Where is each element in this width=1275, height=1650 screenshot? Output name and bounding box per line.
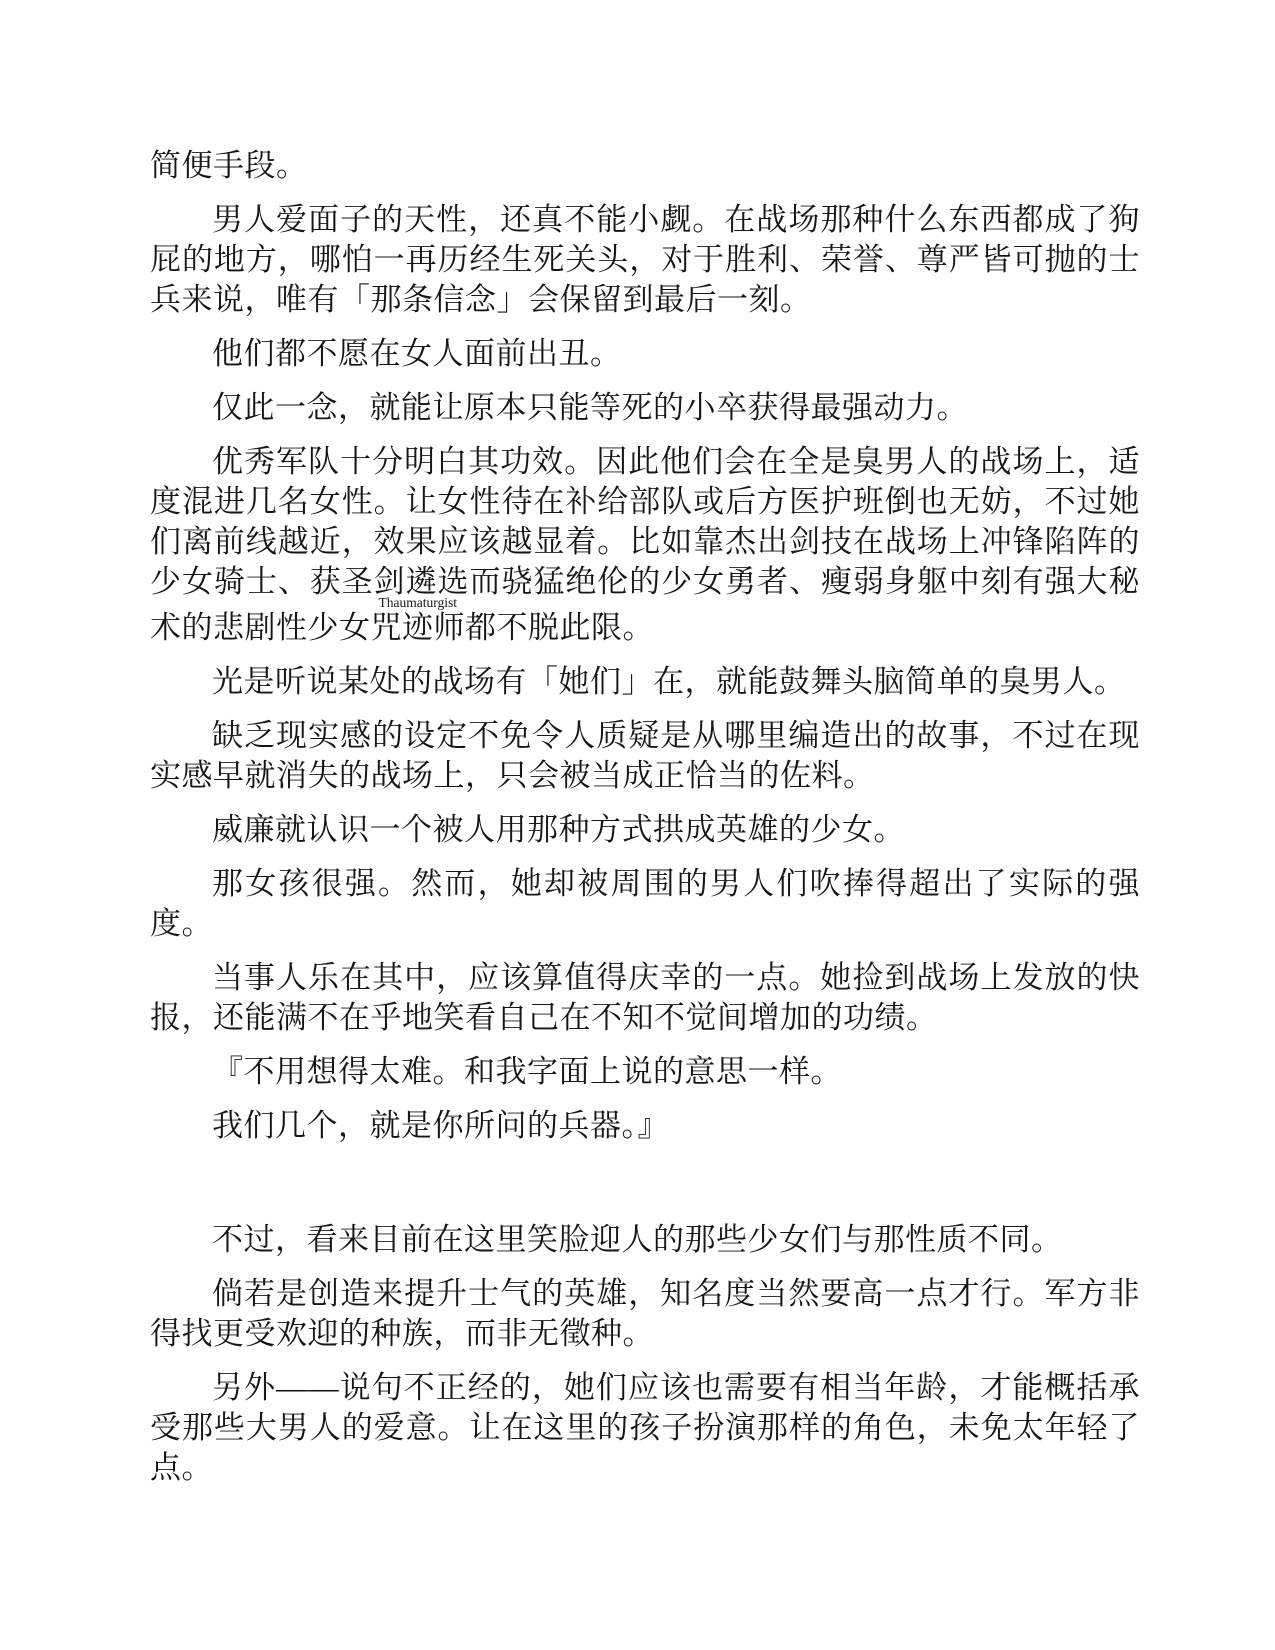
paragraph [150,146,1140,186]
text-run: 我们几个，就是你所问的兵器。』 [212,1108,669,1143]
ruby-annotation: Thaumaturgist [370,595,465,610]
page-text [150,146,1140,1488]
text-run: 光是听说某处的战场有「她们」在，就能鼓舞头脑简单的臭男人。 [212,664,1126,699]
text-run: 他们都不愿在女人面前出丑。 [212,336,622,371]
text-run: 都不脱此限。 [465,610,654,645]
text-run: 男人爱面子的天性，还真不能小觑。在战场那种什么东西都成了狗屁的地方，哪怕一再历经生死关头，对于胜利、荣誉、尊严皆可抛的士兵来说，唯有「那条信念」会保留到最后一刻。 [150,202,1140,317]
ruby-term [370,595,466,645]
text-run: 威廉就认识一个被人用那种方式拱成英雄的少女。 [212,812,905,847]
blank-line-spacer [150,1146,1140,1206]
text-run: 『不用想得太难。和我字面上说的意思一样。 [212,1054,842,1089]
paragraph [150,958,1140,1038]
text-run: 倘若是创造来提升士气的英雄，知名度当然要高一点才行。军方非得找更受欢迎的种族，而非无徵种。 [150,1276,1140,1351]
text-run: 缺乏现实感的设定不免令人质疑是从哪里编造出的故事，不过在现实感早就消失的战场上，只会被当成正恰当的佐料。 [150,718,1140,793]
paragraph [150,716,1140,796]
paragraph [150,1052,1140,1092]
text-run: 简便手段。 [150,148,308,183]
paragraph [150,864,1140,944]
paragraph [150,1274,1140,1354]
paragraph [150,1106,1140,1146]
text-run: 不过，看来目前在这里笑脸迎人的那些少女们与那性质不同。 [212,1222,1063,1257]
paragraph [150,200,1140,320]
text-run: 另外——说句不正经的，她们应该也需要有相当年龄，才能概括承受那些大男人的爱意。让在这里的孩子扮演那样的角色，未免太年轻了点。 [150,1370,1140,1485]
text-run: 那女孩很强。然而，她却被周围的男人们吹捧得超出了实际的强度。 [150,866,1140,941]
text-run: 当事人乐在其中，应该算值得庆幸的一点。她捡到战场上发放的快报，还能满不在乎地笑看自己在不知不觉间增加的功绩。 [150,960,1140,1035]
paragraph [150,388,1140,428]
text-run: 仅此一念，就能让原本只能等死的小卒获得最强动力。 [212,390,968,425]
paragraph [150,1220,1140,1260]
paragraph [150,662,1140,702]
text-run: 优秀军队十分明白其功效。因此他们会在全是臭男人的战场上，适度混进几名女性。让女性待在补给部队或后方医护班倒也无妨，不过她们离前线越近，效果应该越显着。比如靠杰出剑技在战场上冲锋陷阵的少女骑士、获圣剑遴选而骁猛绝伦的少女勇者、瘦弱身躯中刻有强大秘术的悲剧性少女 [150,444,1140,645]
ruby-base-text: 咒迹师 [370,610,465,645]
paragraph [150,442,1140,648]
paragraph [150,810,1140,850]
paragraph [150,1368,1140,1488]
paragraph [150,334,1140,374]
